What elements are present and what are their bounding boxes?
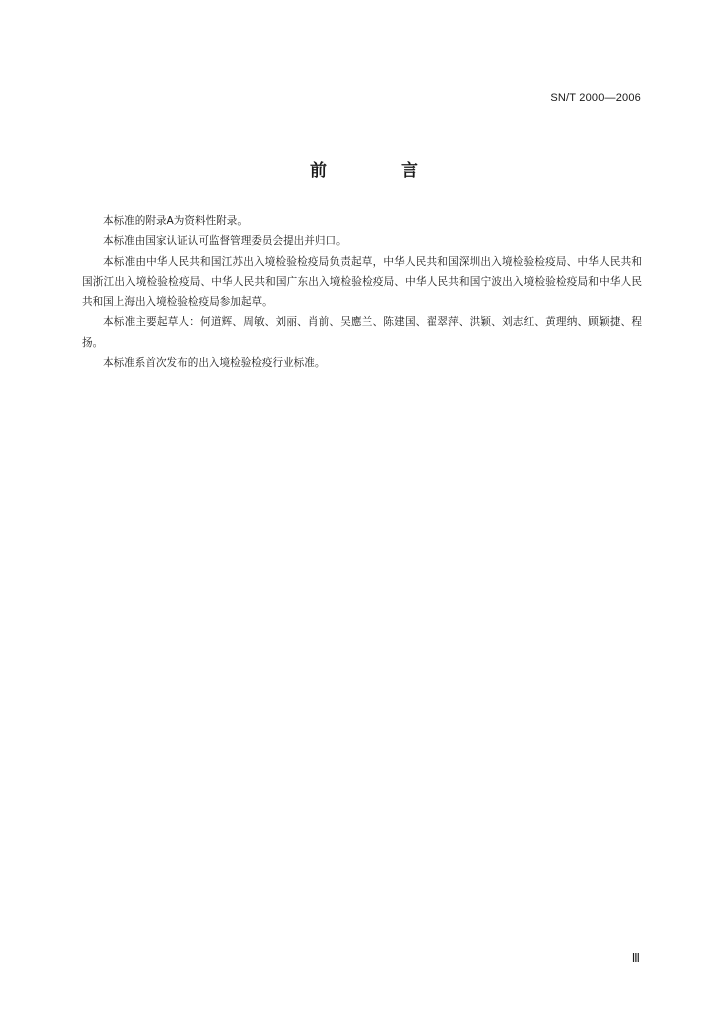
standard-code: SN/T 2000—2006 (550, 92, 641, 104)
paragraph-drafting-units: 本标准由中华人民共和国江苏出入境检验检疫局负责起草，中华人民共和国深圳出入境检验检疫局、中华人民共和国浙江出入境检验检疫局、中华人民共和国广东出入境检验检疫局、中华人民共和国宁波出入境检验检疫局和中华人民共和国上海出入境检验检疫局参加起草。 (82, 255, 642, 309)
foreword-body (82, 211, 642, 373)
page-number: Ⅲ (631, 951, 640, 965)
paragraph-drafters: 本标准主要起草人：何道辉、周敏、刘丽、肖前、吴應兰、陈建国、翟翠萍、洪颖、刘志红、黄理纳、顾颖捷、程扬。 (82, 316, 642, 349)
page-title: 前 言 (310, 161, 452, 181)
paragraph-first-release: 本标准系首次发布的出入境检验检疫行业标准。 (103, 357, 326, 370)
paragraph-appendix: 本标准的附录A为资料性附录。 (103, 215, 248, 227)
paragraph-proposer: 本标准由国家认证认可监督管理委员会提出并归口。 (103, 235, 347, 248)
